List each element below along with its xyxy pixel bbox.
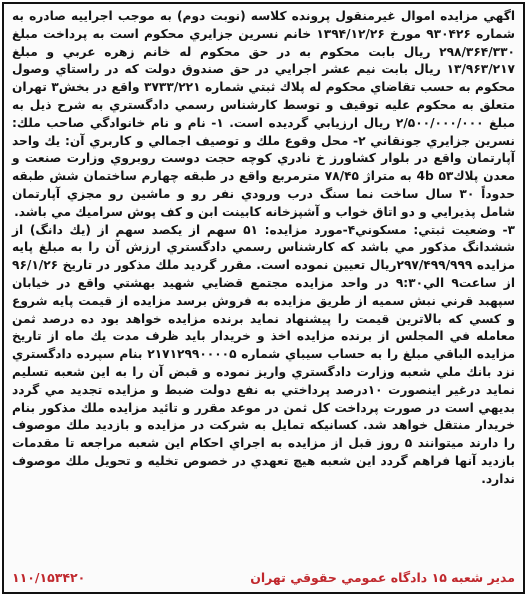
notice-paragraph-1: اگهي مزايده اموال غيرمنقول پرونده كلاسه (نوبت دوم) به موجب اجراييه صادره به شماره ۹۳۰۴۲۶ مورخ ۱۳۹۴/۱۲/۲۶ خانم نسرين جزايري محكوم است به پرداخت مبلغ ۲۹۸/۳۶۴/۳۳۰ ريال بابت محكوم به در حق محكوم له خانم زهره عربي و مبلغ ۱۳/۹۶۳/۲۱۷ ريال بابت نيم عشر اجرايي در حق صندوق دولت كه در راستاي وصول محكوم به حسب تقاضاي محكوم له پلاك ثبتي شماره ۳۷۳۳/۲۲۱ واقع در بخش۳ تهران متعلق به محكوم عليه توقيف و توسط كارشناس رسمي دادگستري به شرح ذيل به مبلغ ۲/۵۰۰/۰۰۰/۰۰۰ ريال ارزيابي گرديده است. ۱- نام و نام خانوادگي صاحب ملك: نسرين جزايري جونقاني ۲- محل وقوع ملك و توصيف اجمالي و كاربري آن: يك واحد آپارتمان واقع در بلوار كشاورز خ نادري كوچه حجت دوست روبروي وزارت صنعت و معدن پلاك۵۳ 4b به متراژ ۷۸/۴۵ مترمربع واقع در طبقه چهارم ساختمان شش طبقه حدوداً ۳۰ سال ساخت نما سنگ درب ورودي نفر رو و ماشين رو مجزي آپارتمان شامل پذيرايي و دو اتاق خواب و آشپزخانه كابينت ابن و كف پوش سراميك مي باشد. [12, 9, 516, 219]
notice-paragraph-2: ۳- وضعيت ثبتي: مسكوني۴-مورد مزايده: ۵۱ سهم از يكصد سهم از (يك دانگ) از ششدانگ مذكور مي باشد كه كارشناس رسمي دادگستري ارزش آن را به مبلغ پايه مزايده ۲۹۷/۴۹۹/۹۹۹ريال تعيين نموده است. مقرر گرديد ملك مذكور در تاريخ ۹۶/۱/۲۶ از ساعت۹ الي۹:۳۰ در واحد مزايده مجتمع قضايي شهيد بهشتي واقع در خيابان سپهبد قرني نبش سميه از طريق مزايده به فروش برسد مزايده از قيمت پايه شروع و كسي كه بالاترين قيمت را پيشنهاد نمايد برنده مزايده خواهد بود ده درصد ثمن معامله في المجلس از برنده مزايده اخذ و خريدار بايد ظرف مدت يك ماه از تاريخ مزايده الباقي مبلغ را به حساب سيباي شماره ۲۱۷۱۲۹۹۰۰۰۰۵ بنام سپرده دادگستري نزد بانك ملي شعبه وزارت دادگستري واريز نموده و قبض آن را به اين شعبه تسليم نمايد درغير اينصورت ۱۰درصد پرداختي به نفع دولت ضبط و مزايده تجديد مي گردد بديهي است در صورت پرداخت كل ثمن در موعد مقرر و تائيد مزايده ملك مذكور بنام خريدار منتقل خواهد شد. كسانيكه تمايل به شركت در مزايده و بازديد ملك موصوف را دارند ميتوانند ۵ روز قبل از مزايده به اجراي احكام اين شعبه مراجعه تا مقدمات بازديد آنها فراهم گردد اين شعبه هيچ تعهدي در خصوص تخليه و تحويل ملك موصوف ندارد. [12, 222, 516, 486]
notice-body [12, 8, 515, 489]
reference-number: ۱۱۰/۱۵۳۴۲۰ [12, 570, 86, 585]
notice-footer [12, 568, 515, 588]
court-signature: مدير شعبه ۱۵ دادگاه عمومي حقوقي تهران [250, 570, 515, 585]
auction-notice [2, 2, 525, 594]
